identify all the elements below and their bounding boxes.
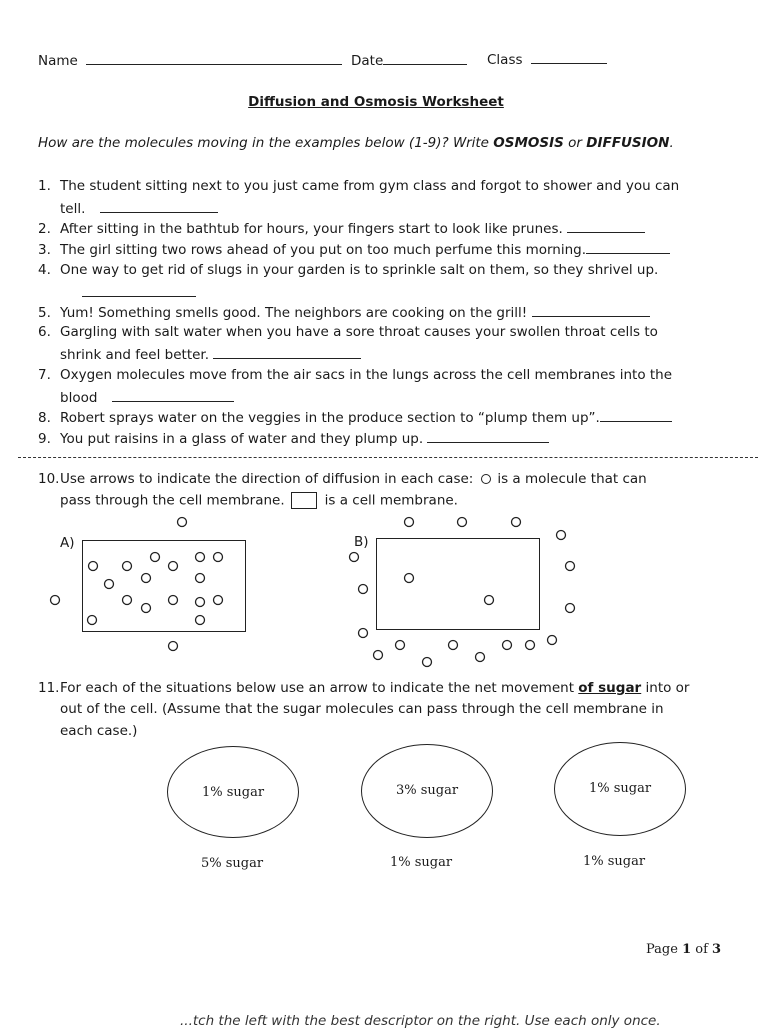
molecule [123,562,132,571]
page-number [646,942,721,957]
question-text: After sitting in the bathtub for hours, your fingers start to look like prunes. [60,221,563,237]
molecule [142,574,151,583]
molecule [423,658,432,667]
question-text: Use arrows to indicate the direction of diffusion in each case: [60,471,474,487]
instruction-term-osmosis: OSMOSIS [493,135,564,151]
question-number: 7. [38,367,51,383]
question-number: 9. [38,431,51,447]
question-text: The student sitting next to you just came from gym class and forgot to shower and you can [60,178,680,194]
molecule [214,596,223,605]
molecule [359,585,368,594]
page-label: Page [646,942,683,957]
molecule [449,641,458,650]
molecule [458,518,467,527]
cell-1 [167,746,299,838]
question-number: 10. [38,471,60,487]
question-text: Yum! Something smells good. The neighbors are cooking on the grill! [60,305,528,321]
page-total: 3 [712,942,722,957]
molecule [89,562,98,571]
question-text: The girl sitting two rows ahead of you put on too much perfume this morning. [60,242,587,258]
next-page-preview-text: ...tch the left with the best descriptor on the right. Use each only once. [180,1013,661,1029]
cell-2 [361,744,493,838]
question-number: 4. [38,262,51,278]
molecule [405,518,414,527]
instruction-middle: or [563,135,587,151]
question-text: Robert sprays water on the veggies in the produce section to “plump them up”. [60,410,600,426]
molecule [566,562,575,571]
cell-2-inside-concentration: 3% sugar [395,783,459,798]
question-emphasis: of sugar [578,680,642,696]
question-11-line3: each case.) [60,723,138,739]
molecule [476,653,485,662]
question-11 [38,680,689,696]
question-11-line2: out of the cell. (Assume that the sugar molecules can pass through the cell membrane in [60,701,664,717]
molecule [142,604,151,613]
diagram-a-molecules [51,518,223,651]
membrane-legend-text: is a cell membrane. [324,492,458,509]
molecule [359,629,368,638]
cell-2-outside-concentration: 1% sugar [389,855,453,870]
cell-3 [554,742,686,836]
molecule [526,641,535,650]
molecule [123,596,132,605]
question-text: Oxygen molecules move from the air sacs in the lungs across the cell membranes into the [60,367,673,383]
molecule [396,641,405,650]
question-text: shrink and feel better. [60,347,210,363]
question-number: 1. [38,178,51,194]
instruction-lead: How are the molecules moving in the examples below (1-9)? Write [38,135,494,151]
question-text: You put raisins in a glass of water and they plump up. [60,431,424,447]
question-text: tell. [60,201,86,217]
diagram-b-molecules [350,518,575,667]
molecule [405,574,414,583]
question-text: pass through the cell membrane. [60,492,285,509]
molecule [374,651,383,660]
molecule [196,553,205,562]
question-number: 6. [38,324,51,340]
question-number: 2. [38,221,51,237]
question-number: 3. [38,242,51,258]
molecule [557,531,566,540]
molecule [178,518,187,527]
diagram-a-label: A) [60,535,75,551]
diagram-b-label: B) [354,534,369,550]
molecule [548,636,557,645]
question-text: into or [641,680,690,696]
question-text: One way to get rid of slugs in your garden is to sprinkle salt on them, so they shrivel up. [60,262,659,278]
molecule [196,598,205,607]
molecule [169,562,178,571]
molecule [350,553,359,562]
question-text: blood [60,390,98,406]
molecule [196,574,205,583]
molecule [151,553,160,562]
name-label: Name [38,53,78,69]
page-of: of [691,942,713,957]
class-label: Class [487,52,523,68]
molecule [214,553,223,562]
cell-3-outside-concentration: 1% sugar [582,854,646,869]
molecule [105,580,114,589]
date-label: Date [351,53,384,69]
molecule [566,604,575,613]
molecule [503,641,512,650]
molecule [88,616,97,625]
question-number: 11. [38,680,60,696]
molecule [196,616,205,625]
question-number: 5. [38,305,51,321]
question-text: Gargling with salt water when you have a sore throat causes your swollen throat cells to [60,324,658,340]
molecule [169,642,178,651]
molecule [485,596,494,605]
question-text: For each of the situations below use an arrow to indicate the net movement [60,680,579,696]
molecule [51,596,60,605]
page-current: 1 [682,942,692,957]
molecule [169,596,178,605]
molecule [512,518,521,527]
instruction-end: . [669,135,674,151]
cell-3-inside-concentration: 1% sugar [588,781,652,796]
cell-1-outside-concentration: 5% sugar [200,856,264,871]
molecule-legend-text: is a molecule that can [497,471,647,487]
question-number: 8. [38,410,51,426]
worksheet-title: Diffusion and Osmosis Worksheet [248,94,504,110]
cell-1-inside-concentration: 1% sugar [201,785,265,800]
instruction-term-diffusion: DIFFUSION [586,135,670,151]
